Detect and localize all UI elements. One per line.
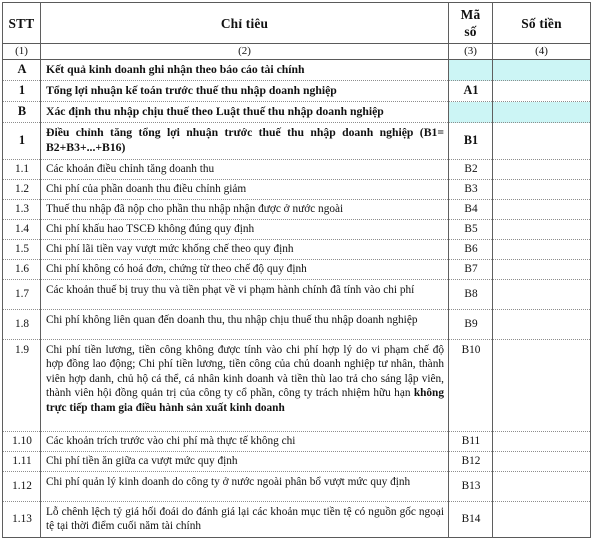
row-number-cell: A <box>3 60 41 81</box>
row-code-cell: B11 <box>449 431 493 451</box>
row-code-cell: B5 <box>449 219 493 239</box>
table-row <box>3 239 591 259</box>
row-amount-cell[interactable] <box>493 102 591 123</box>
row-indicator-cell: Chi phí lãi tiền vay vượt mức khống chế theo quy định <box>41 239 449 259</box>
table-row <box>3 219 591 239</box>
column-header-code-line1: Mã <box>460 7 481 22</box>
table-header <box>3 3 591 60</box>
row-indicator-cell: Các khoản thuế bị truy thu và tiền phạt về vi phạm hành chính đã tính vào chi phí <box>41 279 449 309</box>
row-amount-cell[interactable] <box>493 309 591 339</box>
row-indicator-cell: Thuế thu nhập đã nộp cho phần thu nhập nhận được ở nước ngoài <box>41 199 449 219</box>
header-row-numbers <box>3 44 591 60</box>
row-amount-cell[interactable] <box>493 471 591 501</box>
row-amount-cell[interactable] <box>493 431 591 451</box>
row-indicator-cell: Chi phí của phần doanh thu điều chỉnh giảm <box>41 179 449 199</box>
row-code-cell: A1 <box>449 81 493 102</box>
row-code-cell: B8 <box>449 279 493 309</box>
row-number-cell: 1.1 <box>3 159 41 179</box>
column-number-amount: (4) <box>493 44 591 60</box>
row-code-cell: B14 <box>449 501 493 537</box>
table-row <box>3 123 591 160</box>
row-number-cell: 1.13 <box>3 501 41 537</box>
row-indicator-cell: Chi phí không có hoá đơn, chứng từ theo chế độ quy định <box>41 259 449 279</box>
row-code-cell: B10 <box>449 339 493 431</box>
row-amount-cell[interactable] <box>493 81 591 102</box>
column-header-code <box>449 3 493 44</box>
table-row <box>3 102 591 123</box>
row-indicator-text: Chi phí tiền lương, tiền công không được tính vào chi phí hợp lý do vi phạm chế độ hợp đồng lao động; Chi phí tiền lương, tiền công của chủ doanh nghiệp tư nhân, thành viên hợp danh, chủ hộ cá thể, cá nhân kinh doanh và tiền thù lao trả cho sáng lập viên, thành viên hội đồng quản trị của công ty cổ phần, công ty trách nhiệm hữu hạn <box>46 343 444 400</box>
row-number-cell: 1.10 <box>3 431 41 451</box>
table-row <box>3 501 591 537</box>
row-number-cell: 1 <box>3 123 41 160</box>
row-code-cell: B12 <box>449 451 493 471</box>
column-number-stt: (1) <box>3 44 41 60</box>
row-indicator-cell: Các khoản điều chỉnh tăng doanh thu <box>41 159 449 179</box>
row-indicator-cell <box>41 339 449 431</box>
row-number-cell: 1 <box>3 81 41 102</box>
row-indicator-emphasis: không trực tiếp tham gia điều hành sản xuất kinh doanh <box>46 387 444 414</box>
row-indicator-cell: Điều chỉnh tăng tổng lợi nhuận trước thuế thu nhập doanh nghiệp (B1= B2+B3+...+B16) <box>41 123 449 160</box>
row-amount-cell[interactable] <box>493 123 591 160</box>
row-amount-cell[interactable] <box>493 179 591 199</box>
table-row <box>3 339 591 431</box>
column-header-indicator: Chỉ tiêu <box>41 3 449 44</box>
table-row <box>3 451 591 471</box>
table-row <box>3 471 591 501</box>
row-amount-cell[interactable] <box>493 239 591 259</box>
row-amount-cell[interactable] <box>493 279 591 309</box>
tax-adjustment-table <box>2 2 591 538</box>
table-row <box>3 179 591 199</box>
table-row <box>3 199 591 219</box>
row-code-cell <box>449 60 493 81</box>
row-number-cell: 1.12 <box>3 471 41 501</box>
row-number-cell: 1.5 <box>3 239 41 259</box>
row-amount-cell[interactable] <box>493 451 591 471</box>
row-amount-cell[interactable] <box>493 199 591 219</box>
row-indicator-cell: Chi phí khấu hao TSCĐ không đúng quy định <box>41 219 449 239</box>
table-row <box>3 159 591 179</box>
column-number-indicator: (2) <box>41 44 449 60</box>
row-amount-cell[interactable] <box>493 219 591 239</box>
row-code-cell: B9 <box>449 309 493 339</box>
row-indicator-cell: Các khoản trích trước vào chi phí mà thực tế không chi <box>41 431 449 451</box>
table-row <box>3 431 591 451</box>
table-row <box>3 81 591 102</box>
row-number-cell: 1.7 <box>3 279 41 309</box>
row-number-cell: 1.9 <box>3 339 41 431</box>
table-row <box>3 279 591 309</box>
row-indicator-cell: Xác định thu nhập chịu thuế theo Luật thuế thu nhập doanh nghiệp <box>41 102 449 123</box>
row-number-cell: 1.11 <box>3 451 41 471</box>
row-amount-cell[interactable] <box>493 259 591 279</box>
table-row <box>3 259 591 279</box>
row-indicator-cell: Lỗ chênh lệch tỷ giá hối đoái do đánh giá lại các khoản mục tiền tệ có nguồn gốc ngoại tệ tại thời điểm cuối năm tài chính <box>41 501 449 537</box>
table-body <box>3 60 591 537</box>
row-code-cell: B13 <box>449 471 493 501</box>
row-code-cell: B3 <box>449 179 493 199</box>
row-number-cell: 1.3 <box>3 199 41 219</box>
row-code-cell: B7 <box>449 259 493 279</box>
column-number-code: (3) <box>449 44 493 60</box>
column-header-code-line2: số <box>464 24 477 40</box>
row-amount-cell[interactable] <box>493 60 591 81</box>
row-indicator-cell: Chi phí quản lý kinh doanh do công ty ở nước ngoài phân bổ vượt mức quy định <box>41 471 449 501</box>
row-amount-cell[interactable] <box>493 159 591 179</box>
row-code-cell: B6 <box>449 239 493 259</box>
row-code-cell <box>449 102 493 123</box>
row-indicator-cell: Chi phí không liên quan đến doanh thu, thu nhập chịu thuế thu nhập doanh nghiệp <box>41 309 449 339</box>
row-code-cell: B1 <box>449 123 493 160</box>
row-number-cell: 1.4 <box>3 219 41 239</box>
row-code-cell: B2 <box>449 159 493 179</box>
row-code-cell: B4 <box>449 199 493 219</box>
row-indicator-cell: Tổng lợi nhuận kế toán trước thuế thu nhập doanh nghiệp <box>41 81 449 102</box>
row-number-cell: B <box>3 102 41 123</box>
table-row <box>3 60 591 81</box>
header-row-titles <box>3 3 591 44</box>
row-number-cell: 1.6 <box>3 259 41 279</box>
table-row <box>3 309 591 339</box>
row-number-cell: 1.8 <box>3 309 41 339</box>
column-header-amount: Số tiền <box>493 3 591 44</box>
row-amount-cell[interactable] <box>493 501 591 537</box>
column-header-stt: STT <box>3 3 41 44</box>
row-number-cell: 1.2 <box>3 179 41 199</box>
row-indicator-cell: Kết quả kinh doanh ghi nhận theo báo cáo tài chính <box>41 60 449 81</box>
row-indicator-cell: Chi phí tiền ăn giữa ca vượt mức quy định <box>41 451 449 471</box>
row-amount-cell[interactable] <box>493 339 591 431</box>
